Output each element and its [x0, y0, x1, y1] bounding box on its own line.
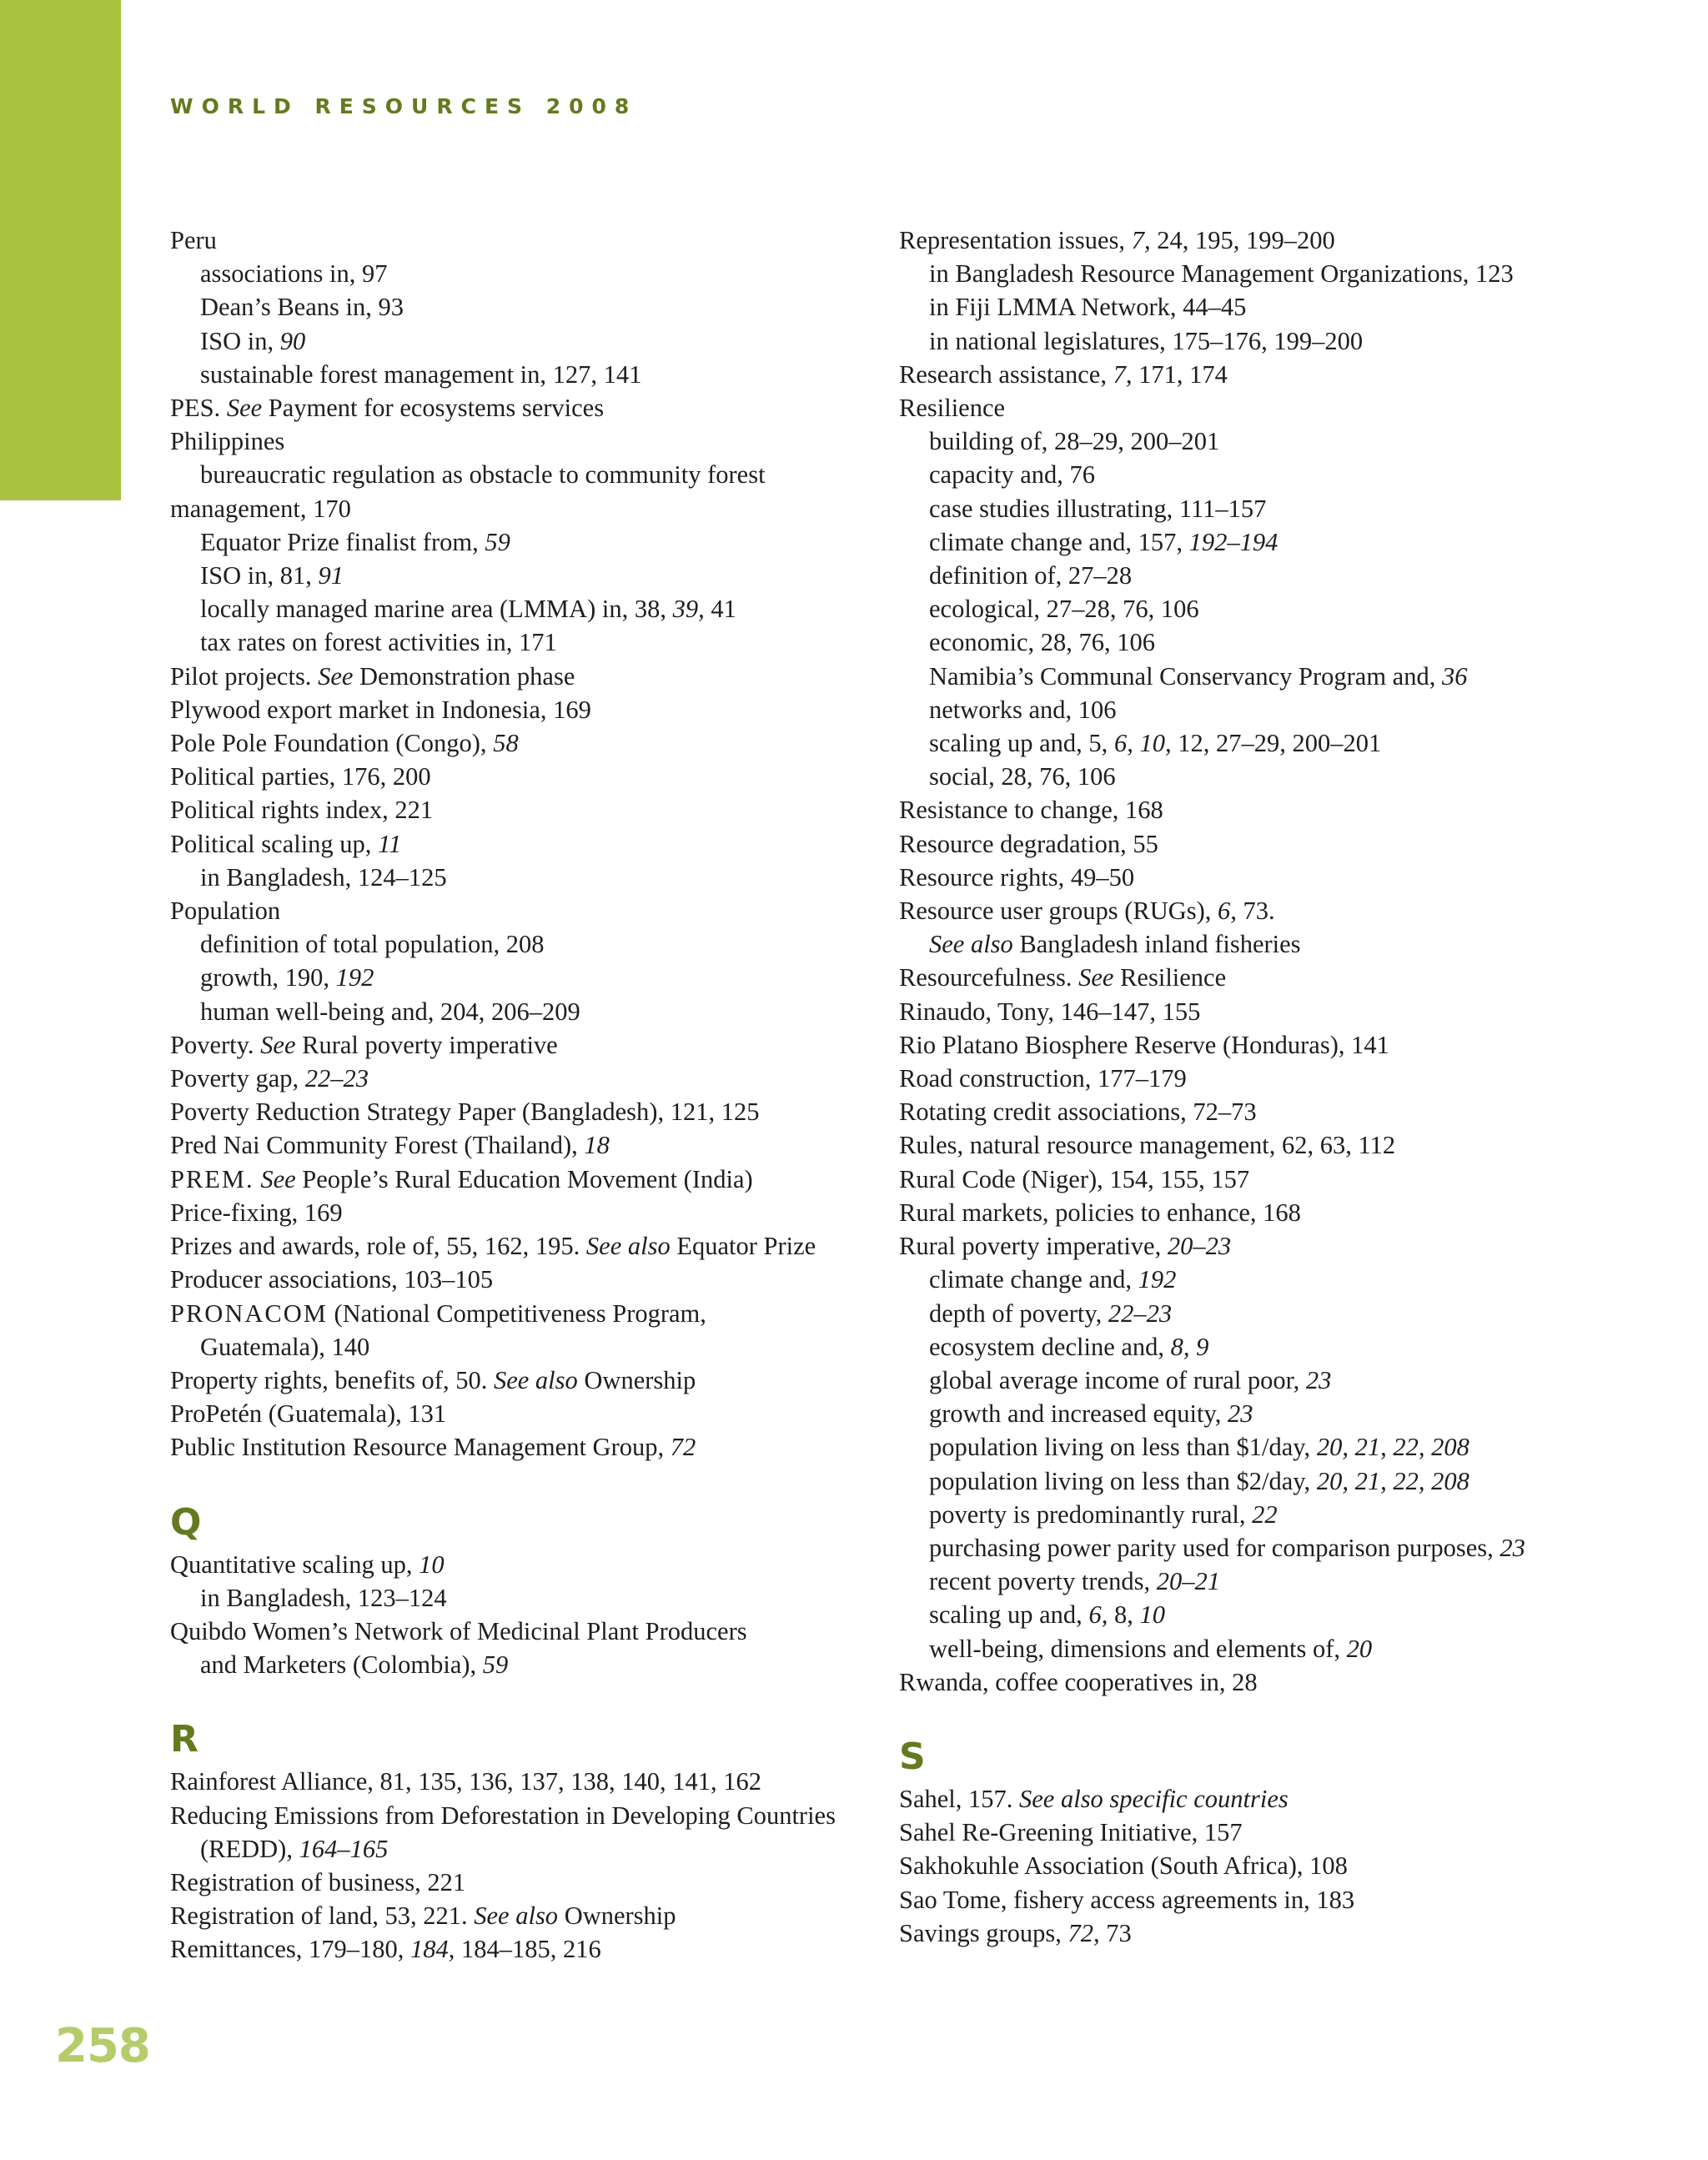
index-text-segment: case studies illustrating, 111–157 — [929, 494, 1267, 523]
index-text-segment: 41 — [704, 595, 736, 624]
index-subentry — [899, 625, 1650, 659]
index-letter-heading: Q — [170, 1500, 202, 1544]
index-text-segment: Political parties, 176, 200 — [170, 762, 431, 791]
index-text-segment: 58 — [493, 729, 519, 758]
index-text-segment: Rainforest Alliance, 81, 135, 136, 137, 138, 140, 141, 162 — [170, 1767, 762, 1796]
index-entry — [170, 1866, 862, 1899]
index-subentry — [899, 760, 1650, 793]
index-text-segment: associations in, 97 — [200, 259, 388, 289]
index-text-segment: Resistance to change, 168 — [899, 796, 1163, 825]
index-subentry — [899, 1531, 1650, 1565]
index-text-segment: People’s Rural Education Movement (India) — [295, 1164, 753, 1193]
index-text-segment: management, 170 — [170, 494, 351, 523]
index-text-segment: population living on less than $2/day, — [929, 1466, 1317, 1495]
index-text-segment: 8, 9 — [1170, 1332, 1209, 1361]
index-entry — [170, 1095, 862, 1128]
index-subentry — [170, 927, 862, 961]
index-text-segment: locally managed marine area (LMMA) in, 38, — [200, 595, 673, 624]
index-entry — [170, 1799, 862, 1832]
index-entry — [170, 1615, 862, 1648]
index-text-segment: population living on less than $1/day, — [929, 1433, 1317, 1462]
index-text-segment: Reducing Emissions from Deforestation in Developing Countries — [170, 1801, 836, 1830]
index-text-segment: 184, — [410, 1935, 455, 1964]
index-text-segment: See — [1078, 963, 1114, 992]
index-subentry — [170, 458, 862, 491]
index-text-segment: Registration of land, 53, 221. — [170, 1901, 475, 1931]
index-text-segment: Rural poverty imperative — [295, 1030, 558, 1059]
index-text-segment: recent poverty trends, — [929, 1567, 1157, 1596]
index-text-segment: 10 — [419, 1550, 445, 1579]
index-text-segment: Political scaling up, — [170, 829, 379, 858]
index-entry — [899, 1849, 1650, 1882]
index-text-segment: 39, — [672, 595, 705, 624]
index-text-segment: Equator Prize — [670, 1232, 816, 1261]
index-entry — [899, 1196, 1650, 1229]
index-text-segment: 192 — [335, 963, 374, 992]
index-entry — [170, 1128, 862, 1162]
index-subentry — [170, 1581, 862, 1615]
index-text-segment: Ownership — [558, 1901, 676, 1931]
index-text-segment: Population — [170, 897, 281, 926]
index-subentry — [170, 961, 862, 994]
index-text-segment: Demonstration phase — [353, 661, 575, 691]
index-text-segment: sustainable forest management in, 127, 141 — [200, 359, 642, 389]
index-subentry — [899, 458, 1650, 491]
index-subentry — [170, 358, 862, 391]
index-text-segment: Pole Pole Foundation (Congo), — [170, 729, 494, 758]
index-text-segment: Prizes and awards, role of, 55, 162, 195. — [170, 1232, 586, 1261]
index-text-segment: 22–23 — [304, 1064, 369, 1093]
index-text-segment: depth of poverty, — [929, 1299, 1108, 1328]
index-text-segment: growth and increased equity, — [929, 1399, 1228, 1429]
index-text-segment: Road construction, 177–179 — [899, 1064, 1187, 1093]
index-text-segment: Rinaudo, Tony, 146–147, 155 — [899, 997, 1201, 1026]
index-text-segment: in Fiji LMMA Network, 44–45 — [929, 293, 1247, 322]
index-subentry — [170, 592, 862, 625]
index-text-segment: 20–23 — [1167, 1232, 1232, 1261]
index-text-segment: See — [226, 394, 263, 423]
index-text-segment: 22–23 — [1108, 1299, 1173, 1328]
page-number: 258 — [55, 2019, 150, 2073]
index-subentry — [899, 1364, 1650, 1397]
index-text-segment: 72 — [670, 1433, 696, 1462]
index-text-segment: See — [260, 1030, 296, 1059]
index-subentry — [899, 290, 1650, 324]
index-entry — [899, 1916, 1650, 1950]
index-entry — [899, 894, 1650, 927]
index-subentry — [899, 1565, 1650, 1598]
index-text-segment: 192 — [1138, 1265, 1177, 1294]
index-text-segment: scaling up and, 5, — [929, 729, 1114, 758]
index-text-segment: poverty is predominantly rural, — [929, 1499, 1253, 1529]
index-entry — [899, 1095, 1650, 1128]
index-column-right — [899, 224, 1650, 1950]
index-text-segment: and Marketers (Colombia), — [200, 1650, 483, 1680]
index-subentry — [899, 660, 1650, 693]
index-text-segment: PREM. — [170, 1164, 254, 1193]
index-text-segment: Poverty gap, — [170, 1064, 305, 1093]
index-text-segment: climate change and, 157, — [929, 527, 1189, 556]
index-entry — [170, 224, 862, 257]
index-subentry — [899, 592, 1650, 625]
index-subentry — [899, 525, 1650, 559]
index-text-segment: 20 — [1346, 1634, 1373, 1663]
index-text-segment: Dean’s Beans in, 93 — [200, 293, 404, 322]
index-entry — [899, 1665, 1650, 1699]
index-entry — [899, 1062, 1650, 1095]
index-subentry — [170, 995, 862, 1028]
index-subentry — [899, 492, 1650, 525]
index-text-segment: 73 — [1099, 1918, 1132, 1947]
index-text-segment: 59 — [482, 1650, 509, 1680]
index-entry — [170, 1196, 862, 1229]
index-subentry — [170, 1648, 862, 1681]
index-text-segment: 23 — [1227, 1399, 1253, 1429]
index-text-segment: 90 — [279, 326, 306, 355]
index-entry — [170, 1899, 862, 1932]
index-subentry — [170, 625, 862, 659]
index-text-segment: Resilience — [1113, 963, 1227, 992]
index-entry — [899, 1816, 1650, 1849]
index-text-segment: global average income of rural poor, — [929, 1365, 1306, 1394]
index-text-segment: 6, — [1088, 1600, 1108, 1630]
index-text-segment: Remittances, 179–180, — [170, 1935, 411, 1964]
index-text-segment: definition of total population, 208 — [200, 930, 545, 959]
index-text-segment: Resilience — [899, 394, 1006, 423]
index-text-segment: building of, 28–29, 200–201 — [929, 427, 1220, 456]
index-text-segment: See also — [929, 930, 1013, 959]
index-text-segment: in national legislatures, 175–176, 199–200 — [929, 326, 1364, 355]
green-side-bar — [0, 0, 121, 500]
index-text-segment: 164–165 — [299, 1834, 389, 1863]
index-letter-heading: R — [170, 1718, 198, 1761]
index-entry — [899, 961, 1650, 994]
index-entry — [170, 492, 862, 525]
index-entry — [170, 1028, 862, 1062]
index-entry — [170, 660, 862, 693]
index-entry — [899, 224, 1650, 257]
index-text-segment: Rwanda, coffee cooperatives in, 28 — [899, 1667, 1258, 1696]
index-subentry — [170, 257, 862, 290]
index-entry — [170, 793, 862, 826]
index-text-segment: 18 — [584, 1131, 610, 1160]
index-entry — [170, 1430, 862, 1464]
index-text-segment: 7, — [1113, 359, 1133, 389]
index-text-segment: 11 — [378, 829, 402, 858]
index-text-segment: Plywood export market in Indonesia, 169 — [170, 695, 591, 724]
index-text-segment: 23 — [1305, 1365, 1332, 1394]
index-text-segment: Rural markets, policies to enhance, 168 — [899, 1198, 1301, 1227]
index-text-segment: Public Institution Resource Management Group, — [170, 1433, 671, 1462]
index-text-segment: 192–194 — [1188, 527, 1278, 556]
index-subentry — [170, 290, 862, 324]
index-entry — [899, 391, 1650, 424]
index-text-segment: See also — [474, 1901, 559, 1931]
index-entry — [899, 1229, 1650, 1263]
index-text-segment: Resource rights, 49–50 — [899, 862, 1135, 892]
index-text-segment: growth, 190, — [200, 963, 336, 992]
index-text-segment: (REDD), — [200, 1834, 299, 1863]
index-text-segment: Representation issues, — [899, 226, 1132, 254]
index-subentry — [899, 1464, 1650, 1498]
index-text-segment: See — [318, 661, 354, 691]
index-text-segment: 20–21 — [1156, 1567, 1220, 1596]
index-text-segment: Peru — [170, 226, 217, 254]
index-text-segment: Sahel, 157. — [899, 1784, 1020, 1813]
index-text-segment: climate change and, — [929, 1265, 1138, 1294]
index-text-segment: networks and, 106 — [929, 695, 1117, 724]
index-text-segment: ProPetén (Guatemala), 131 — [170, 1399, 447, 1429]
running-header: WORLD RESOURCES 2008 — [170, 94, 638, 118]
index-text-segment: Poverty. — [170, 1030, 261, 1059]
index-entry — [170, 1765, 862, 1798]
index-subentry — [899, 1598, 1650, 1631]
index-subentry — [899, 257, 1650, 290]
index-entry — [170, 726, 862, 760]
index-entry — [170, 1062, 862, 1095]
index-entry — [899, 1883, 1650, 1916]
index-text-segment: Rural Code (Niger), 154, 155, 157 — [899, 1164, 1250, 1193]
index-text-segment: 36 — [1441, 661, 1468, 691]
index-entry — [170, 1263, 862, 1296]
index-text-segment: tax rates on forest activities in, 171 — [200, 628, 557, 657]
index-subentry — [170, 1330, 862, 1364]
index-text-segment: 91 — [318, 561, 344, 590]
index-text-segment: bureaucratic regulation as obstacle to community forest — [200, 460, 766, 490]
index-entry — [170, 760, 862, 793]
index-subentry — [899, 559, 1650, 592]
index-text-segment: 171, 174 — [1132, 359, 1228, 389]
index-entry — [899, 358, 1650, 391]
index-text-segment: Philippines — [170, 427, 285, 456]
index-entry — [170, 1548, 862, 1581]
index-text-segment: 73. — [1236, 897, 1275, 926]
index-entry — [170, 391, 862, 424]
index-text-segment: Rural poverty imperative, — [899, 1232, 1168, 1261]
index-subentry — [170, 525, 862, 559]
index-entry — [899, 793, 1650, 826]
index-text-segment: Resource degradation, 55 — [899, 829, 1158, 858]
index-entry — [170, 1163, 862, 1196]
index-text-segment: in Bangladesh, 124–125 — [200, 862, 447, 892]
index-text-segment: Guatemala), 140 — [200, 1332, 370, 1361]
index-text-segment: economic, 28, 76, 106 — [929, 628, 1156, 657]
index-text-segment: (National Competitiveness Program, — [327, 1299, 706, 1328]
index-text-segment: See also specific countries — [1019, 1784, 1289, 1813]
index-text-segment: Registration of business, 221 — [170, 1867, 466, 1896]
index-subentry — [899, 726, 1650, 760]
index-text-segment: 20, 21, 22, 208 — [1316, 1466, 1469, 1495]
index-text-segment: Bangladesh inland fisheries — [1012, 930, 1301, 959]
index-entry — [170, 693, 862, 726]
index-subentry — [899, 1330, 1650, 1364]
index-text-segment: Quibdo Women’s Network of Medicinal Plant Producers — [170, 1616, 747, 1645]
index-entry — [170, 1932, 862, 1966]
index-entry — [170, 1297, 862, 1330]
index-entry — [170, 1229, 862, 1263]
index-entry — [170, 424, 862, 458]
index-text-segment: Quantitative scaling up, — [170, 1550, 419, 1579]
index-entry — [899, 1128, 1650, 1162]
index-text-segment: See — [260, 1164, 296, 1193]
index-text-segment: 6, — [1218, 897, 1237, 926]
index-text-segment: 7, — [1131, 226, 1151, 254]
index-text-segment: social, 28, 76, 106 — [929, 762, 1116, 791]
index-entry — [170, 1397, 862, 1430]
index-subentry — [899, 693, 1650, 726]
index-entry — [170, 894, 862, 927]
index-text-segment: Ownership — [577, 1365, 696, 1394]
index-text-segment: 12, 27–29, 200–201 — [1171, 729, 1382, 758]
index-text-segment: 22 — [1252, 1499, 1278, 1529]
index-text-segment: Poverty Reduction Strategy Paper (Bangladesh), 121, 125 — [170, 1098, 760, 1127]
index-subentry — [899, 1632, 1650, 1665]
index-text-segment: PRONACOM — [170, 1299, 328, 1328]
index-subentry — [899, 1263, 1650, 1296]
index-text-segment: capacity and, 76 — [929, 460, 1096, 490]
index-text-segment: human well-being and, 204, 206–209 — [200, 997, 580, 1026]
index-subentry — [899, 927, 1650, 961]
index-subentry — [170, 1832, 862, 1866]
index-subentry — [899, 1430, 1650, 1464]
index-text-segment: Rotating credit associations, 72–73 — [899, 1098, 1257, 1127]
index-text-segment: 20, 21, 22, 208 — [1316, 1433, 1469, 1462]
index-subentry — [899, 324, 1650, 358]
index-entry — [899, 1028, 1650, 1062]
index-text-segment: Savings groups, — [899, 1918, 1068, 1947]
index-subentry — [170, 861, 862, 894]
index-text-segment: Rules, natural resource management, 62, 63, 112 — [899, 1131, 1396, 1160]
index-text-segment: Price-fixing, 169 — [170, 1198, 343, 1227]
index-text-segment: Resourcefulness. — [899, 963, 1079, 992]
index-text-segment: 10 — [1139, 1600, 1165, 1630]
index-text-segment: in Bangladesh, 123–124 — [200, 1583, 447, 1612]
index-letter-heading: S — [899, 1735, 926, 1778]
index-text-segment: Payment for ecosystems services — [262, 394, 605, 423]
index-text-segment: ISO in, — [200, 326, 280, 355]
index-text-segment: in Bangladesh Resource Management Organizations, 123 — [929, 259, 1514, 289]
index-text-segment: Property rights, benefits of, 50. — [170, 1365, 494, 1394]
index-entry — [170, 827, 862, 861]
index-text-segment: 6, 10, — [1113, 729, 1172, 758]
index-subentry — [899, 1397, 1650, 1430]
index-text-segment: Namibia’s Communal Conservancy Program and, — [929, 661, 1442, 691]
index-text-segment: Research assistance, — [899, 359, 1113, 389]
index-text-segment: See also — [493, 1365, 578, 1394]
index-text-segment: Resource user groups (RUGs), — [899, 897, 1218, 926]
index-subentry — [899, 1297, 1650, 1330]
index-text-segment: scaling up and, — [929, 1600, 1089, 1630]
index-subentry — [899, 424, 1650, 458]
index-text-segment: Political rights index, 221 — [170, 796, 434, 825]
index-text-segment: Rio Platano Biosphere Reserve (Honduras), 141 — [899, 1030, 1389, 1059]
index-text-segment: Sao Tome, fishery access agreements in, 183 — [899, 1885, 1355, 1914]
index-text-segment: Pred Nai Community Forest (Thailand), — [170, 1131, 585, 1160]
index-text-segment: See also — [585, 1232, 671, 1261]
index-text-segment: Producer associations, 103–105 — [170, 1265, 494, 1294]
index-text-segment: ISO in, 81, — [200, 561, 319, 590]
index-text-segment: well-being, dimensions and elements of, — [929, 1634, 1347, 1663]
index-entry — [899, 995, 1650, 1028]
index-text-segment: definition of, 27–28 — [929, 561, 1133, 590]
index-text-segment: Equator Prize finalist from, — [200, 527, 485, 556]
index-text-segment: Sakhokuhle Association (South Africa), 108 — [899, 1851, 1348, 1881]
index-text-segment: 59 — [485, 527, 510, 556]
index-text-segment: 24, 195, 199–200 — [1150, 226, 1335, 254]
index-text-segment: 23 — [1500, 1533, 1525, 1562]
index-entry — [899, 827, 1650, 861]
index-text-segment: PES. — [170, 394, 227, 423]
index-text-segment: ecological, 27–28, 76, 106 — [929, 595, 1199, 624]
index-text-segment: 72, — [1068, 1918, 1100, 1947]
index-entry — [899, 1782, 1650, 1816]
index-text-segment: Sahel Re-Greening Initiative, 157 — [899, 1818, 1243, 1847]
index-subentry — [170, 324, 862, 358]
index-subentry — [899, 1498, 1650, 1531]
index-entry — [899, 861, 1650, 894]
index-text-segment: 184–185, 216 — [455, 1935, 601, 1964]
index-entry — [899, 1163, 1650, 1196]
index-entry — [170, 1364, 862, 1397]
index-text-segment: 8, — [1108, 1600, 1140, 1630]
index-text-segment: Pilot projects. — [170, 661, 319, 691]
index-column-left — [170, 224, 862, 1967]
index-subentry — [170, 559, 862, 592]
index-text-segment: purchasing power parity used for comparison purposes, — [929, 1533, 1500, 1562]
index-text-segment: ecosystem decline and, — [929, 1332, 1171, 1361]
